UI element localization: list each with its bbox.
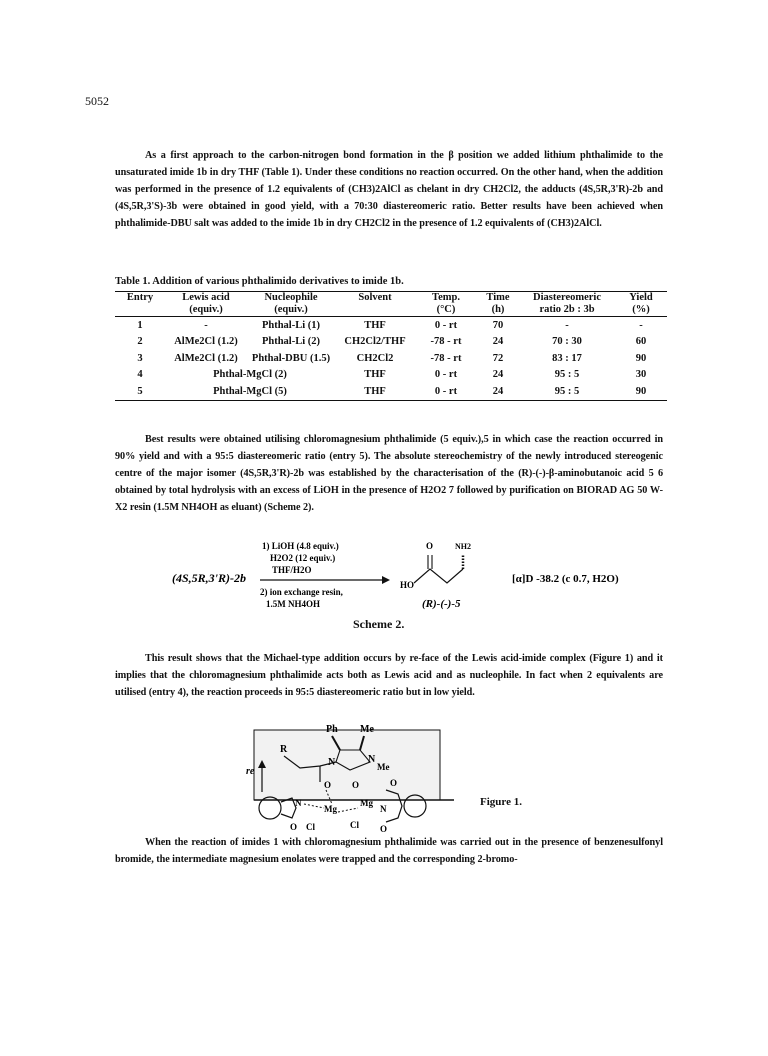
label-o5: O: [380, 824, 388, 834]
scheme-reactant: (4S,5R,3'R)-2b: [172, 571, 247, 585]
cell-ratio: 83 : 17: [552, 352, 582, 364]
label-n-left: N: [328, 757, 336, 768]
paragraph-mechanism: [115, 650, 663, 701]
cell-lewis-nucleophile: Phthal-MgCl (5): [165, 383, 335, 400]
label-o3: O: [290, 822, 298, 832]
scheme-arrow-head: [382, 576, 390, 584]
cell-temp: 0 - rt: [434, 369, 458, 381]
cell-time: 24: [477, 383, 519, 400]
cell-temp: -78 - rt: [430, 352, 462, 364]
th-lewis-acid-sub: (equiv.): [165, 304, 247, 317]
label-n-phth-left: N: [295, 798, 302, 808]
coordination-3: [338, 808, 358, 812]
scheme-caption: Scheme 2.: [353, 617, 405, 631]
cell-temp: 0 - rt: [434, 319, 458, 331]
cell-solvent: THF: [364, 319, 386, 331]
cell-lewis: AlMe2Cl (1.2): [174, 352, 238, 364]
cell-yield: 90: [635, 352, 647, 364]
paragraph-mechanism-text: This result shows that the Michael-type addition occurs by re-face of the Lewis acid-imide complex (Figure 1) and it implies that the chloromagnesium phthalimide acts both as Lewis acid and as nucleophile. In fact when 2 equivalents are utilised (entry 4), the reaction proceeds in 95:5 diastereomeric ratio but in low yield.: [115, 653, 663, 698]
cell-entry: 1: [137, 319, 143, 331]
scheme-condition-4: 2) ion exchange resin,: [260, 587, 343, 597]
th-solvent: Solvent: [335, 292, 415, 305]
th-yield-sub: (%): [615, 304, 667, 317]
th-entry: Entry: [115, 292, 165, 305]
label-cl2: Cl: [350, 820, 359, 830]
cell-time: 24: [492, 336, 504, 348]
th-temp: Temp.: [415, 292, 477, 305]
phthalimide-imide-left: [281, 798, 296, 818]
table-row: [115, 334, 667, 351]
atom-nh2: NH2: [455, 542, 471, 551]
cell-ratio: 70 : 30: [552, 336, 582, 348]
cell-yield: 60: [635, 336, 647, 348]
paragraph-intro: [115, 147, 663, 232]
scheme-product-label: (R)-(-)-5: [422, 598, 461, 610]
scheme-condition-3: THF/H2O: [272, 565, 312, 575]
label-n-me: N: [368, 754, 376, 765]
cell-ratio: 95 : 5: [554, 369, 580, 381]
cell-temp: -78 - rt: [430, 336, 462, 348]
label-me-top: Me: [360, 724, 374, 735]
table-row: [115, 367, 667, 384]
th-time: Time: [477, 292, 519, 305]
scheme-condition-1: 1) LiOH (4.8 equiv.): [262, 541, 339, 551]
th-yield: Yield: [615, 292, 667, 305]
scheme-condition-2: H2O2 (12 equiv.): [270, 553, 336, 563]
cell-lewis-nucleophile: Phthal-MgCl (2): [213, 369, 287, 381]
cell-solvent: THF: [364, 369, 386, 381]
label-n-phth-right: N: [380, 804, 387, 814]
label-o4: O: [390, 778, 398, 788]
cell-time: 72: [492, 352, 504, 364]
cell-yield: 90: [615, 383, 667, 400]
label-o2: O: [352, 780, 360, 790]
cell-nucleophile: Phthal-Li (1): [261, 319, 321, 331]
table-row: [115, 383, 667, 400]
paragraph-intro-text: As a first approach to the carbon-nitrogen bond formation in the β position we added lithium phthalimide to the unsaturated imide 1b in dry THF (Table 1). Under these conditions no reaction occurred. On the other hand, when the addition was performed in the presence of 1.2 equivalents of (CH3)2AlCl as chelant in dry CH2Cl2, the adducts (4S,5R,3'R)-2b and (4S,5R,3'S)-3b were obtained in good yield, with a 70:30 diastereomeric ratio. Better results have been achieved when phthalimide-DBU salt was added to the imide 1b in dry CH2Cl2 in the presence of 1.2 equivalents of (CH3)2AlCl.: [115, 150, 663, 229]
th-entry-sub: [115, 304, 165, 317]
cell-yield: -: [639, 319, 643, 331]
figure-1-diagram: [240, 720, 470, 835]
paragraph-trapping-text: When the reaction of imides 1 with chloromagnesium phthalimide was carried out in the presence of benzenesulfonyl bromide, the intermediate magnesium enolates were trapped and the corresponding 2-bromo-: [115, 837, 663, 865]
th-temp-sub: (°C): [415, 304, 477, 317]
cell-solvent: CH2Cl2/THF: [344, 336, 406, 348]
product-skeleton: [414, 569, 463, 583]
th-solvent-sub: [335, 304, 415, 317]
cell-lewis: -: [204, 319, 208, 331]
re-face-plane: [254, 730, 440, 800]
cell-solvent: CH2Cl2: [356, 352, 394, 364]
page-number: 5052: [85, 94, 109, 108]
scheme-2-diagram: [160, 535, 640, 617]
paragraph-trapping: [115, 834, 663, 868]
table-header-row-1: [115, 292, 667, 305]
cell-time: 24: [492, 369, 504, 381]
cell-time: 70: [492, 319, 504, 331]
label-mg2: Mg: [360, 798, 373, 808]
paragraph-results-text: Best results were obtained utilising chloromagnesium phthalimide (5 equiv.),5 in which case the reaction occurred in 90% yield and with a 95:5 diastereomeric ratio (entry 5). The absolute stereochemistry of the newly introduced stereogenic centre of the major isomer (4S,5R,3'R)-2b was established by the characterisation of the (R)-(-)-β-aminobutanoic acid 5 6 obtained by total hydrolysis with an excess of LiOH in the presence of H2O2 7 followed by purification on BIORAD AG 50 W-X2 resin (1.5M NH4OH as eluant) (Scheme 2).: [115, 434, 663, 513]
cell-nucleophile: Phthal-Li (2): [261, 336, 321, 348]
scheme-rotation: [α]D -38.2 (c 0.7, H2O): [512, 573, 619, 585]
cell-entry: 3: [137, 352, 143, 364]
cell-entry: 5: [115, 383, 165, 400]
cell-entry: 4: [137, 369, 143, 381]
cell-solvent: THF: [335, 383, 415, 400]
label-re: re: [246, 766, 255, 777]
figure-caption: Figure 1.: [480, 796, 522, 808]
label-o1: O: [324, 780, 332, 790]
cell-nucleophile: Phthal-DBU (1.5): [251, 352, 331, 364]
label-r: R: [280, 744, 288, 755]
cell-temp: 0 - rt: [415, 383, 477, 400]
scheme-condition-5: 1.5M NH4OH: [266, 599, 320, 609]
table-header-row-2: [115, 304, 667, 317]
th-time-sub: (h): [477, 304, 519, 317]
table-caption: [115, 276, 404, 287]
table-row: [115, 350, 667, 367]
th-nucleophile-sub: (equiv.): [247, 304, 335, 317]
results-table: [115, 291, 667, 401]
coordination-1: [304, 804, 324, 808]
atom-ho: HO: [400, 580, 415, 590]
cell-yield: 30: [635, 369, 647, 381]
cell-lewis: AlMe2Cl (1.2): [174, 336, 238, 348]
label-mg1: Mg: [324, 804, 337, 814]
th-ratio-sub: ratio 2b : 3b: [519, 304, 615, 317]
table-row: [115, 317, 667, 334]
label-cl1: Cl: [306, 822, 315, 832]
cell-entry: 2: [137, 336, 143, 348]
label-ph: Ph: [326, 724, 338, 735]
atom-o: O: [426, 541, 434, 551]
table-caption-text: Table 1. Addition of various phthalimido derivatives to imide 1b.: [115, 276, 404, 287]
th-ratio: Diastereomeric: [519, 292, 615, 305]
label-me-right: Me: [377, 762, 390, 772]
paragraph-results: [115, 431, 663, 516]
th-nucleophile: Nucleophile: [247, 292, 335, 305]
cell-ratio: 95 : 5: [519, 383, 615, 400]
cell-ratio: -: [565, 319, 569, 331]
th-lewis-acid: Lewis acid: [165, 292, 247, 305]
